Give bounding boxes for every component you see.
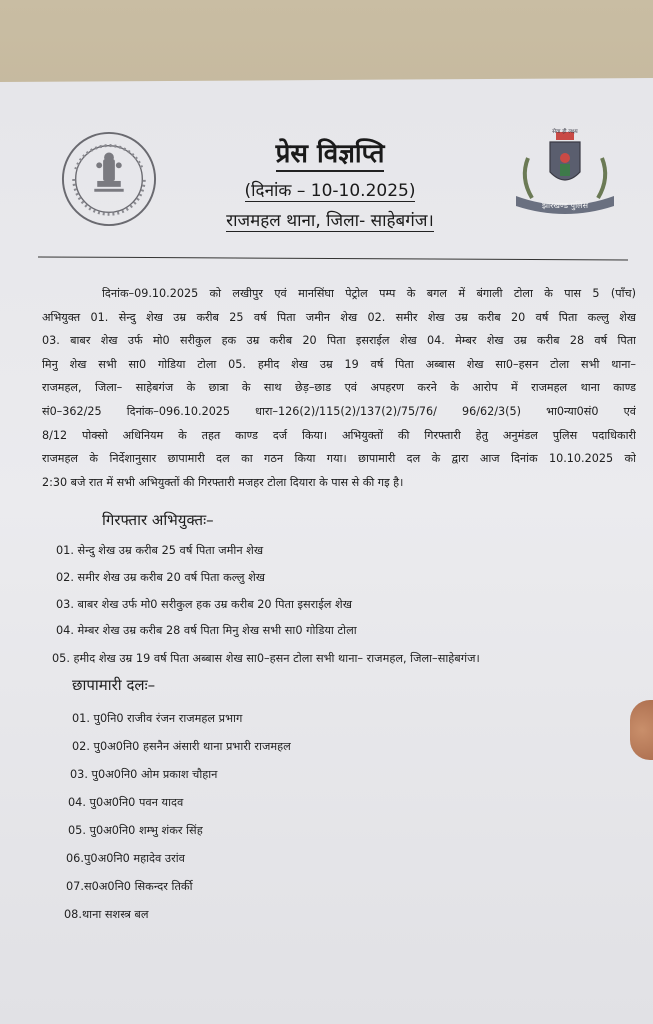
accused-item: 04. मेम्बर शेख उम्र करीब 28 वर्ष पिता मिनु शेख सभी सा0 गोडिया टोला: [56, 624, 357, 637]
accused-item: 03. बाबर शेख उर्फ मो0 सरीकुल हक उम्र करीब 20 पिता इसराईल शेख: [56, 598, 352, 611]
thumb-fingertip: [630, 700, 653, 760]
accused-item: 01. सेन्दु शेख उम्र करीब 25 वर्ष पिता जमीन शेख: [56, 544, 264, 557]
paragraph-line: 2:30 बजे रात में सभी अभियुक्तों की गिरफ्तारी मजहर टोला दियारा के पास से की गइ है।: [42, 475, 404, 489]
paragraph-line: दिनांक–09.10.2025 को लखीपुर एवं मानसिंघा पेट्रोल पम्प के बगल में बंगाली टोला के पास 5 (पाँच): [102, 287, 636, 300]
paragraph-line: 8/12 पोक्सो अधिनियम के तहत काण्ड दर्ज किया। अभियुक्तों की गिरफ्तारी हेतु अनुमंडल पुलिस पदाधिकारी: [42, 428, 636, 442]
arrested-accused-heading: गिरफ्तार अभियुक्तः–: [102, 511, 214, 529]
paragraph-line: 03. बाबर शेख उर्फ मो0 सरीकुल हक उम्र करीब 20 पिता इसराईल शेख 04. मेम्बर शेख उम्र करीब 28 वर्ष पिता: [42, 334, 636, 348]
paragraph-line: सं0–362/25 दिनांक–096.10.2025 धारा–126(2)/115(2)/137(2)/75/76/ 96/62/3(5) भा0न्या0सं0 एवं: [42, 404, 636, 418]
accused-item: 05. हमीद शेख उम्र 19 वर्ष पिता अब्बास शेख सा0–हसन टोला सभी थाना– राजमहल, जिला–साहेबगंज।: [52, 652, 480, 665]
jharkhand-government-seal: [60, 130, 158, 228]
emblem-ribbon-text: झारखण्ड पुलिस: [541, 201, 589, 210]
paragraph-line: मिनु शेख सभी सा0 गोडिया टोला 05. हमीद शेख उम्र 19 वर्ष पिता अब्बास शेख सा0–हसन टोला सभी थाना–: [42, 357, 636, 371]
press-release-title: प्रेस विज्ञप्ति: [180, 134, 480, 170]
raid-team-item: 03. पु0अ0नि0 ओम प्रकाश चौहान: [70, 768, 218, 781]
raid-team-item: 04. पु0अ0नि0 पवन यादव: [68, 796, 184, 809]
paragraph-line: राजमहल, जिला– साहेबगंज के छात्रा के साथ छेड़–छाड एवं अपहरण करने के आरोप में राजमहल थाना काण्ड: [42, 381, 636, 395]
raid-team-item: 02. पु0अ0नि0 हसनैन अंसारी थाना प्रभारी राजमहल: [72, 740, 291, 753]
raid-team-item: 05. पु0अ0नि0 शम्भु शंकर सिंह: [68, 824, 203, 837]
emblem-motto-text: सेवा ही लक्ष्य: [552, 129, 578, 135]
accused-item: 02. समीर शेख उम्र करीब 20 वर्ष पिता कल्लु शेख: [56, 571, 266, 584]
paragraph-line: अभियुक्त 01. सेन्दु शेख उम्र करीब 25 वर्ष पिता जमीन शेख 02. समीर शेख उम्र करीब 20 वर्ष पिता कल्लु शेख: [42, 310, 636, 324]
paragraph-line: राजमहल के निर्देशानुसार छापामारी दल का गठन किया गया। छापामारी दल के द्वारा आज दिनांक 10.10.2025 को: [42, 452, 636, 466]
raid-team-item: 06.पु0अ0नि0 महादेव उरांव: [66, 852, 185, 865]
raid-team-heading: छापामारी दलः–: [72, 676, 156, 694]
press-release-date: (दिनांक – 10-10.2025): [244, 181, 416, 201]
jharkhand-police-emblem: [510, 128, 620, 216]
police-station-line: राजमहल थाना, जिला- साहेबगंज।: [226, 211, 434, 231]
raid-team-item: 07.स0अ0नि0 सिकन्दर तिर्की: [66, 880, 193, 893]
raid-team-item: 08.थाना सशस्त्र बल: [64, 908, 149, 921]
incident-paragraph: [42, 282, 636, 494]
raid-team-item: 01. पु0नि0 राजीव रंजन राजमहल प्रभाग: [72, 712, 243, 725]
